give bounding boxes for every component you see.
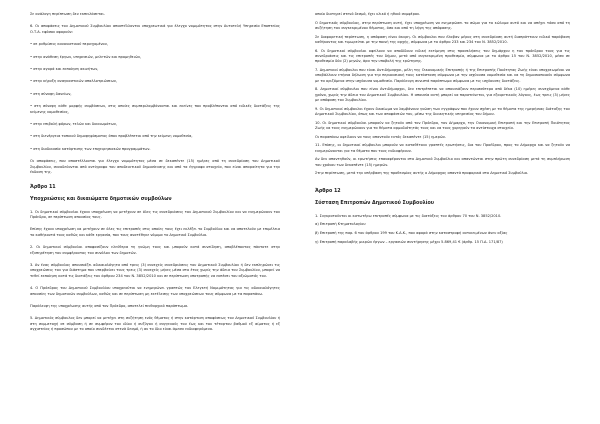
bullet-item: • στην ανάθεση έργων, υπηρεσιών, μελετών και προμηθειών, <box>30 54 142 59</box>
paragraph-10b: Οι παραπάνω οφείλουν να τους απαντούν εντός δεκαπέντε (15) ημερών. <box>315 134 447 139</box>
bullet-item: • στην αγορά και εκποίηση ακινήτων, <box>30 67 99 72</box>
paragraph-3: 3. Αν ένας σύμβουλος απουσιάζει αδικαιολόγητα από τρεις (3) συνεχείς συνεδριάσεις του Δημοτικού Συμβουλίου ή δεν εκπληρώνει τις υποχρεώσεις του για διάστημα που υπερβαίνει τους τρεις (3) συνεχείς μήνες μέσα στο έτος χωρίς την άδεια του Συμβουλίου, μπορεί να τεθεί εκποίηση κατά τις διατάξεις του άρθρου 234 του Ν. 3852/2010 και σε περίπτωση υποτροπής να εκπέσει του αξιώματός του. <box>30 262 280 278</box>
paragraph-4: 4. Ο Πρόεδρος του Δημοτικού Συμβουλίου υποχρεούται να ενημερώνει γραπτώς τον Ελεγκτή Νομιμότητας για τις αδικαιολόγητες απουσίες των δημοτικών συμβούλων, καθώς και σε περίπτωση μη εκτέλεσης των υποχρεώσεων τους σύμφωνα με τα παραπάνω. <box>30 286 280 296</box>
paragraph-11b: Αν δεν απαντηθούν, οι ερωτήσεις επαναφέρονται στο Δημοτικό Συμβούλιο και απαντώνται στην πρώτη συνεδρίαση μετά τη συμπλήρωση του χρόνου των δεκαπέντε (15) ημερών. <box>315 157 570 167</box>
closing-paragraph: Οι αποφάσεις, που αποστέλλονται για έλεγχο νομιμότητας μέσα σε δεκαπέντε (15) ημέρες από τη συνεδρίαση του Δημοτικού Συμβουλίου, συνοδεύονται από αντίγραφο του αποδεικτικού δημοσίευσης και από τα έγγραφα στοιχεία, που είναι απαραίτητα για την έκδοση της. <box>30 159 280 175</box>
bullet-item: • σε ρυθμίσεις κανονιστικού περιεχομένου, <box>30 42 108 47</box>
intro-text: Σε ανάλογη περίπτωση δεν εκπειλάσεται. <box>30 12 105 16</box>
list-item-a: α) Επιτροπή Κτηματολογίου <box>315 222 366 227</box>
paragraph-4b: Παράλειψη της υποχρέωσης αυτής από τον Πρόεδρο, αποτελεί πειθαρχικό παράπτωμα. <box>30 303 189 308</box>
paragraph-9: 9. Οι δημοτικοί σύμβουλοι έχουν δικαίωμα να λαμβάνουν γνώση των εγγράφων που έχουν σχέση με τα θέματα της ημερήσιας διάταξης του Δημοτικού Συμβουλίου, όπως και των αποφάσεών του, μέσω της διοικητικής υπηρεσίας του δήμου. <box>315 106 570 117</box>
list-item-c: γ) Επιτροπή παραλαβής μικρών έργων – εργασιών συντήρησης μέχρι 5.869,41 € (άρθρ. 15 Π.Δ. 171/87) <box>315 239 503 244</box>
article-12-title: Άρθρο 12 <box>315 188 341 194</box>
right-column <box>315 12 570 245</box>
left-column <box>30 12 280 333</box>
bullet-item: • στην επιβολή φόρων, τελών και δικαιωμάτων, <box>30 122 117 127</box>
bullet-item: • στη σύναψη κάθε μορφής συμβάσεων, στις οποίες συμπεριλαμβάνονται και εκείνες που προβλέπονται από ειδικές διατάξεις της κείμενης νομοθεσίας, <box>30 104 280 114</box>
paragraph-12-1: 1. Συγκροτούνται οι κατωτέρω επιτροπές σύμφωνα με τις διατάξεις του άρθρου 70 του Ν. 3852/2010. <box>315 213 502 218</box>
bullet-item: • στη διενέργεια τοπικού δημοψηφίσματος όπου προβλέπεται από την κείμενη νομοθεσία, <box>30 134 193 139</box>
article-11-subtitle: Υποχρεώσεις και δικαιώματα δημοτικών συμβούλων <box>30 196 172 202</box>
paragraph-6-right: 6. Οι δημοτικοί σύμβουλοι οφείλουν να αποδίδουν ειδική εκτίμηση στις προσκλήσεις του δημάρχου η του πρόεδρου τους για τις συνεδριάσεις και τις επιτροπές του δήμου, μετά από συγκεκριμένη προθεσμία, σύμφωνα με το άρθρο 15 του Ν. 3852/2010, μέσα σε προθεσμία δύο (2) μηνών, άρα την υποβολή της ερώτησης. <box>315 48 570 64</box>
paragraph-10: 10. Οι δημοτικοί σύμβουλοι μπορούν να ζητούν από τον Πρόεδρο, τον Δήμαρχο, την Οικονομική Επιτροπή και την Επιτροπή Ποιότητας Ζωής να τους ενημερώνουν για τα θέματα αρμοδιότητάς τους και να τους χορηγούν τα αντίστοιχα στοιχεία. <box>315 120 570 131</box>
paragraph-8: 8. Δημοτικοί σύμβουλοι που είναι Αντιδήμαρχοι, δεν επιτρέπεται να απουσιάζουν περισσότερο από δέκα (10) ημέρες συνεχόμενα κάθε χρόνο, χωρίς την άδεια του Δημοτικού Συμβουλίου. Η απουσία αυτή μπορεί να παρατείνεται, για εξαιρετικούς λόγους, έως τρεις (3) μήνες με απόφαση του Συμβουλίου. <box>315 87 570 103</box>
article-12-subtitle: Σύσταση Επιτροπών Δημοτικού Συμβουλίου <box>315 200 435 206</box>
paragraph-1b: Επίσης έχουν υποχρέωση να μετέχουν σε όλες τις επιτροπές στις οποίες τους έχει εκλέξει το Συμβούλιο και να αποτελούν με επιμέλεια το καθήκοντά τους καθώς και κάθε εργασία, που τους ανατέθηκε νόμιμα το Δημοτικό Συμβούλιο. <box>30 227 280 237</box>
bullet-item: • στην κήρυξη αναγκαστικών απαλλοτριώσεων, <box>30 79 118 84</box>
paragraph-2: 2. Οι δημοτικοί σύμβουλοι αποφασίζουν ελεύθερα τη γνώμη τους και μπορούν κατά συνείδηση, αποβλέποντας πάντοτε στην εξυπηρέτηση του συμφέροντος του συνόλου των δημοτών. <box>30 245 280 255</box>
paragraph-7: 7. Δημοτικοί σύμβουλοι που είναι Αντιδήμαρχοι, μέλη της Οικονομικής Επιτροπής ή της Επιτροπής Ποιότητας Ζωής είναι υποχρεωμένοι να υποβάλλουν ετήσια δήλωση για την περιουσιακή τους κατάσταση σύμφωνα με την ισχύουσα νομοθεσία και να τη δημοσιοποιούν σύμφωνα με τα οριζόμενα στην ισχύουσα νομοθεσία. Παράλειψη συνιστά παράπτωμα σύμφωνα με τις ισχύουσες διατάξεις. <box>315 68 570 83</box>
bullet-item: • στη σύναψη δανείων, <box>30 91 72 96</box>
bullet-item: • στη διαδικασία κατάρτισης των επιχειρησιακών προγραμμάτων. <box>30 146 151 151</box>
paragraph-5: 5. Δημοτικός σύμβουλος δεν μπορεί να μετέχει στη συζήτηση ενός θέματος ή στην κατάρτιση αποφάσεως του Δημοτικού Συμβουλίου ή στη συμμετοχή σε σύμβαση ή σε συμφέρον του ιδίου ή συζύγου ή συγγενούς του έως και του τέταρτου βαθμού εξ αίματος ή εξ αγχιστείας ή προσώπου με το οποίο συνδέεται στενά δεσμό, ή αν το ίδιο είναι άμεσα ενδιαφερόμενο. <box>30 316 280 332</box>
article-11-title: Άρθρο 11 <box>30 184 56 190</box>
paragraph-11: 11. Επίσης, οι δημοτικοί σύμβουλοι μπορούν να καταθέτουν γραπτές ερωτήσεις, δια του Προέδρου, προς το Δήμαρχο και να ζητούν να ενημερώνονται για τα θέματα που τους ενδιαφέρουν. <box>315 143 570 153</box>
continuation-text: οποίο διατηρεί στενό δεσμό, έχει υλικό ή ηθικό συμφέρον. <box>315 12 421 16</box>
paragraph-b: Σε διαφορετική περίπτωση, η απόφαση είναι άκυρη. Οι σύμβουλοι που έλαβαν μέρος στη συνεδρίαση αυτή διαπράττουν ειδικό παράβαση καθήκοντος και τιμωρείται με την ποινή της αρχής, σύμφωνα με το άρθρο 233 και 234 του Ν. 3852/2010. <box>315 34 570 44</box>
paragraph-a: Ο δημοτικός σύμβουλος, στην περίπτωση αυτή, έχει υποχρέωση να ενημερώσει το σώμα για το κώλυμα αυτό και να απέχει τόσο από τη συζήτηση του συγκεκριμένου θέματος, όσο και από τη λήψη της απόφασης. <box>315 20 570 30</box>
paragraph-11c: Στην περίπτωση, μετά την υπέρβαση της προθεσμίας αυτής ο Δήμαρχος απαντά προφορικά στο Δημοτικό Συμβούλιο. <box>315 171 529 176</box>
paragraph-1: 1. Οι δημοτικοί σύμβουλοι έχουν υποχρέωση να μετέχουν σε όλες τις συνεδριάσεις του Δημοτικού Συμβουλίου και να ενημερώνουν τον Πρόεδρο, σε περίπτωση απουσίας τους. <box>30 209 280 219</box>
paragraph-6: 6. Οι αποφάσεις του Δημοτικού Συμβουλίου αποστέλλονται υποχρεωτικά για έλεγχο νομιμότητας στην Αυτοτελή Υπηρεσία Εποπτείας Ο.Τ.Α. εφόσον αφορούν: <box>30 24 280 34</box>
list-item-b: β) Επιτροπή της παρ. 6 του άρθρου 199 του Κ.Δ.Κ., που αφορά στην καταστροφή αντικειμένων άνευ αξίας <box>315 231 508 235</box>
